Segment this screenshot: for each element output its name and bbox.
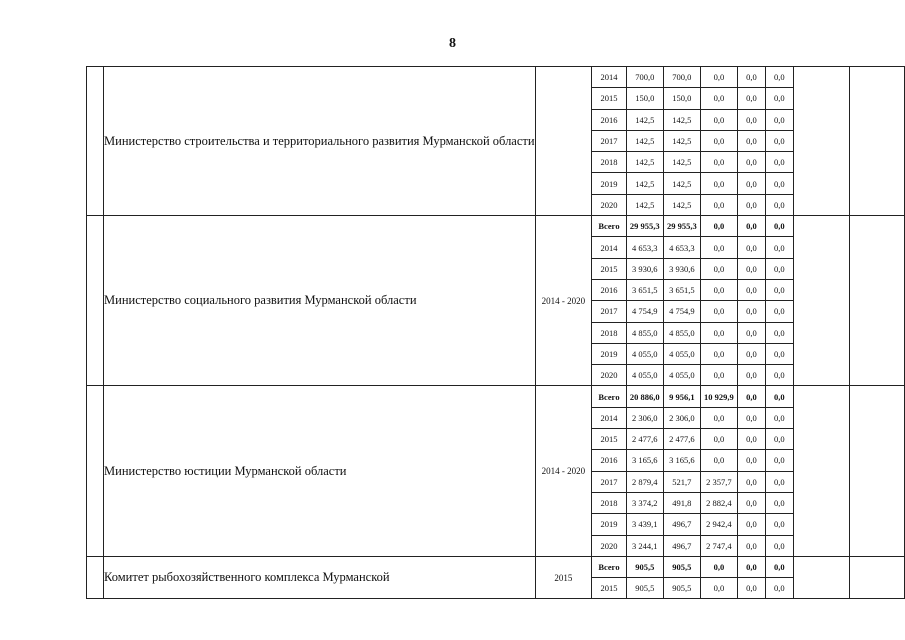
value-cell: 0,0 bbox=[700, 258, 737, 279]
value-cell: 3 930,6 bbox=[663, 258, 700, 279]
value-cell: 0,0 bbox=[765, 194, 793, 215]
value-cell: 0,0 bbox=[765, 322, 793, 343]
year-cell: 2020 bbox=[592, 194, 627, 215]
value-cell: 0,0 bbox=[737, 450, 765, 471]
year-cell: 2014 bbox=[592, 407, 627, 428]
row-number-cell bbox=[87, 556, 104, 599]
value-cell: 0,0 bbox=[700, 237, 737, 258]
value-cell: 0,0 bbox=[700, 578, 737, 599]
value-cell: 0,0 bbox=[737, 343, 765, 364]
value-cell: 142,5 bbox=[663, 109, 700, 130]
value-cell: 0,0 bbox=[765, 386, 793, 407]
value-cell: 0,0 bbox=[765, 237, 793, 258]
value-cell: 0,0 bbox=[700, 301, 737, 322]
value-cell: 3 165,6 bbox=[626, 450, 663, 471]
value-cell: 0,0 bbox=[737, 109, 765, 130]
value-cell: 3 165,6 bbox=[663, 450, 700, 471]
year-cell: 2016 bbox=[592, 109, 627, 130]
value-cell: 0,0 bbox=[765, 216, 793, 237]
value-cell: 0,0 bbox=[737, 216, 765, 237]
value-cell: 0,0 bbox=[737, 152, 765, 173]
value-cell: 0,0 bbox=[765, 407, 793, 428]
value-cell: 0,0 bbox=[700, 556, 737, 577]
value-cell: 0,0 bbox=[737, 237, 765, 258]
value-cell: 3 439,1 bbox=[626, 514, 663, 535]
value-cell: 0,0 bbox=[765, 343, 793, 364]
year-cell: 2016 bbox=[592, 279, 627, 300]
year-cell: 2018 bbox=[592, 322, 627, 343]
value-cell: 0,0 bbox=[737, 173, 765, 194]
value-cell: 0,0 bbox=[700, 450, 737, 471]
value-cell: 0,0 bbox=[765, 535, 793, 556]
value-cell: 0,0 bbox=[737, 279, 765, 300]
value-cell: 0,0 bbox=[765, 152, 793, 173]
value-cell: 0,0 bbox=[700, 216, 737, 237]
value-cell: 9 956,1 bbox=[663, 386, 700, 407]
value-cell: 700,0 bbox=[626, 67, 663, 88]
value-cell: 2 942,4 bbox=[700, 514, 737, 535]
year-cell: 2017 bbox=[592, 301, 627, 322]
value-cell: 0,0 bbox=[765, 258, 793, 279]
value-cell: 142,5 bbox=[626, 173, 663, 194]
value-cell: 0,0 bbox=[700, 88, 737, 109]
value-cell: 0,0 bbox=[737, 429, 765, 450]
year-cell: 2020 bbox=[592, 535, 627, 556]
value-cell: 142,5 bbox=[663, 194, 700, 215]
value-cell: 4 653,3 bbox=[626, 237, 663, 258]
value-cell: 0,0 bbox=[765, 173, 793, 194]
value-cell: 0,0 bbox=[737, 258, 765, 279]
value-cell: 2 477,6 bbox=[626, 429, 663, 450]
value-cell: 0,0 bbox=[737, 514, 765, 535]
value-cell: 0,0 bbox=[765, 450, 793, 471]
value-cell: 0,0 bbox=[737, 130, 765, 151]
year-cell: 2014 bbox=[592, 237, 627, 258]
value-cell: 0,0 bbox=[765, 578, 793, 599]
value-cell: 0,0 bbox=[700, 407, 737, 428]
remarks-cell bbox=[849, 67, 904, 216]
value-cell: 29 955,3 bbox=[626, 216, 663, 237]
ministry-name: Комитет рыбохозяйственного комплекса Мурманской bbox=[104, 556, 536, 599]
value-cell: 0,0 bbox=[700, 152, 737, 173]
year-cell: 2018 bbox=[592, 152, 627, 173]
year-cell: 2018 bbox=[592, 492, 627, 513]
year-cell: Всего bbox=[592, 556, 627, 577]
value-cell: 142,5 bbox=[626, 194, 663, 215]
period-cell: 2014 - 2020 bbox=[535, 386, 592, 556]
year-cell: 2015 bbox=[592, 578, 627, 599]
value-cell: 0,0 bbox=[765, 279, 793, 300]
year-cell: 2017 bbox=[592, 130, 627, 151]
value-cell: 0,0 bbox=[700, 322, 737, 343]
value-cell: 10 929,9 bbox=[700, 386, 737, 407]
year-cell: 2014 bbox=[592, 67, 627, 88]
value-cell: 3 374,2 bbox=[626, 492, 663, 513]
value-cell: 0,0 bbox=[737, 67, 765, 88]
value-cell: 0,0 bbox=[737, 322, 765, 343]
year-cell: 2015 bbox=[592, 88, 627, 109]
notes-cell bbox=[793, 216, 849, 386]
remarks-cell bbox=[849, 386, 904, 556]
value-cell: 2 357,7 bbox=[700, 471, 737, 492]
value-cell: 0,0 bbox=[737, 578, 765, 599]
value-cell: 0,0 bbox=[737, 471, 765, 492]
row-number-cell bbox=[87, 67, 104, 216]
value-cell: 142,5 bbox=[626, 109, 663, 130]
value-cell: 142,5 bbox=[663, 173, 700, 194]
value-cell: 496,7 bbox=[663, 535, 700, 556]
value-cell: 0,0 bbox=[765, 429, 793, 450]
value-cell: 0,0 bbox=[737, 386, 765, 407]
table-row bbox=[87, 556, 905, 577]
value-cell: 0,0 bbox=[700, 67, 737, 88]
value-cell: 142,5 bbox=[663, 130, 700, 151]
year-cell: 2019 bbox=[592, 173, 627, 194]
value-cell: 4 855,0 bbox=[663, 322, 700, 343]
value-cell: 29 955,3 bbox=[663, 216, 700, 237]
period-cell: 2014 - 2020 bbox=[535, 216, 592, 386]
value-cell: 700,0 bbox=[663, 67, 700, 88]
value-cell: 0,0 bbox=[700, 109, 737, 130]
value-cell: 0,0 bbox=[700, 173, 737, 194]
value-cell: 0,0 bbox=[765, 471, 793, 492]
ministry-name: Министерство юстиции Мурманской области bbox=[104, 386, 536, 556]
value-cell: 142,5 bbox=[663, 152, 700, 173]
value-cell: 496,7 bbox=[663, 514, 700, 535]
value-cell: 2 306,0 bbox=[626, 407, 663, 428]
year-cell: Всего bbox=[592, 216, 627, 237]
value-cell: 0,0 bbox=[737, 88, 765, 109]
year-cell: Всего bbox=[592, 386, 627, 407]
value-cell: 521,7 bbox=[663, 471, 700, 492]
value-cell: 0,0 bbox=[765, 130, 793, 151]
value-cell: 4 653,3 bbox=[663, 237, 700, 258]
year-cell: 2015 bbox=[592, 258, 627, 279]
value-cell: 2 882,4 bbox=[700, 492, 737, 513]
ministry-name: Министерство социального развития Мурманской области bbox=[104, 216, 536, 386]
value-cell: 0,0 bbox=[765, 88, 793, 109]
value-cell: 0,0 bbox=[765, 301, 793, 322]
value-cell: 0,0 bbox=[765, 67, 793, 88]
value-cell: 0,0 bbox=[765, 556, 793, 577]
value-cell: 4 055,0 bbox=[663, 365, 700, 386]
value-cell: 0,0 bbox=[700, 130, 737, 151]
table-row bbox=[87, 67, 905, 88]
value-cell: 905,5 bbox=[663, 578, 700, 599]
value-cell: 142,5 bbox=[626, 130, 663, 151]
value-cell: 491,8 bbox=[663, 492, 700, 513]
value-cell: 0,0 bbox=[737, 194, 765, 215]
value-cell: 2 306,0 bbox=[663, 407, 700, 428]
notes-cell bbox=[793, 386, 849, 556]
value-cell: 0,0 bbox=[700, 194, 737, 215]
value-cell: 150,0 bbox=[626, 88, 663, 109]
value-cell: 4 855,0 bbox=[626, 322, 663, 343]
year-cell: 2017 bbox=[592, 471, 627, 492]
value-cell: 0,0 bbox=[737, 556, 765, 577]
value-cell: 905,5 bbox=[663, 556, 700, 577]
period-cell: 2015 bbox=[535, 556, 592, 599]
value-cell: 2 879,4 bbox=[626, 471, 663, 492]
row-number-cell bbox=[87, 216, 104, 386]
page-number: 8 bbox=[449, 36, 456, 51]
remarks-cell bbox=[849, 216, 904, 386]
value-cell: 0,0 bbox=[765, 492, 793, 513]
value-cell: 0,0 bbox=[737, 535, 765, 556]
value-cell: 2 747,4 bbox=[700, 535, 737, 556]
value-cell: 20 886,0 bbox=[626, 386, 663, 407]
value-cell: 3 930,6 bbox=[626, 258, 663, 279]
value-cell: 0,0 bbox=[765, 514, 793, 535]
year-cell: 2019 bbox=[592, 514, 627, 535]
budget-table bbox=[86, 66, 905, 599]
notes-cell bbox=[793, 67, 849, 216]
value-cell: 0,0 bbox=[765, 109, 793, 130]
remarks-cell bbox=[849, 556, 904, 599]
value-cell: 4 754,9 bbox=[663, 301, 700, 322]
ministry-name: Министерство строительства и территориального развития Мурманской области bbox=[104, 67, 536, 216]
notes-cell bbox=[793, 556, 849, 599]
value-cell: 4 754,9 bbox=[626, 301, 663, 322]
period-cell bbox=[535, 67, 592, 216]
value-cell: 3 651,5 bbox=[663, 279, 700, 300]
value-cell: 3 651,5 bbox=[626, 279, 663, 300]
value-cell: 0,0 bbox=[737, 492, 765, 513]
table-row bbox=[87, 386, 905, 407]
value-cell: 905,5 bbox=[626, 578, 663, 599]
year-cell: 2016 bbox=[592, 450, 627, 471]
value-cell: 0,0 bbox=[700, 343, 737, 364]
value-cell: 0,0 bbox=[700, 365, 737, 386]
value-cell: 0,0 bbox=[700, 429, 737, 450]
value-cell: 2 477,6 bbox=[663, 429, 700, 450]
value-cell: 142,5 bbox=[626, 152, 663, 173]
value-cell: 0,0 bbox=[737, 365, 765, 386]
value-cell: 0,0 bbox=[765, 365, 793, 386]
value-cell: 4 055,0 bbox=[626, 365, 663, 386]
value-cell: 150,0 bbox=[663, 88, 700, 109]
value-cell: 905,5 bbox=[626, 556, 663, 577]
value-cell: 0,0 bbox=[737, 407, 765, 428]
table-row bbox=[87, 216, 905, 237]
value-cell: 4 055,0 bbox=[663, 343, 700, 364]
value-cell: 3 244,1 bbox=[626, 535, 663, 556]
value-cell: 0,0 bbox=[737, 301, 765, 322]
row-number-cell bbox=[87, 386, 104, 556]
year-cell: 2020 bbox=[592, 365, 627, 386]
year-cell: 2015 bbox=[592, 429, 627, 450]
value-cell: 4 055,0 bbox=[626, 343, 663, 364]
year-cell: 2019 bbox=[592, 343, 627, 364]
value-cell: 0,0 bbox=[700, 279, 737, 300]
